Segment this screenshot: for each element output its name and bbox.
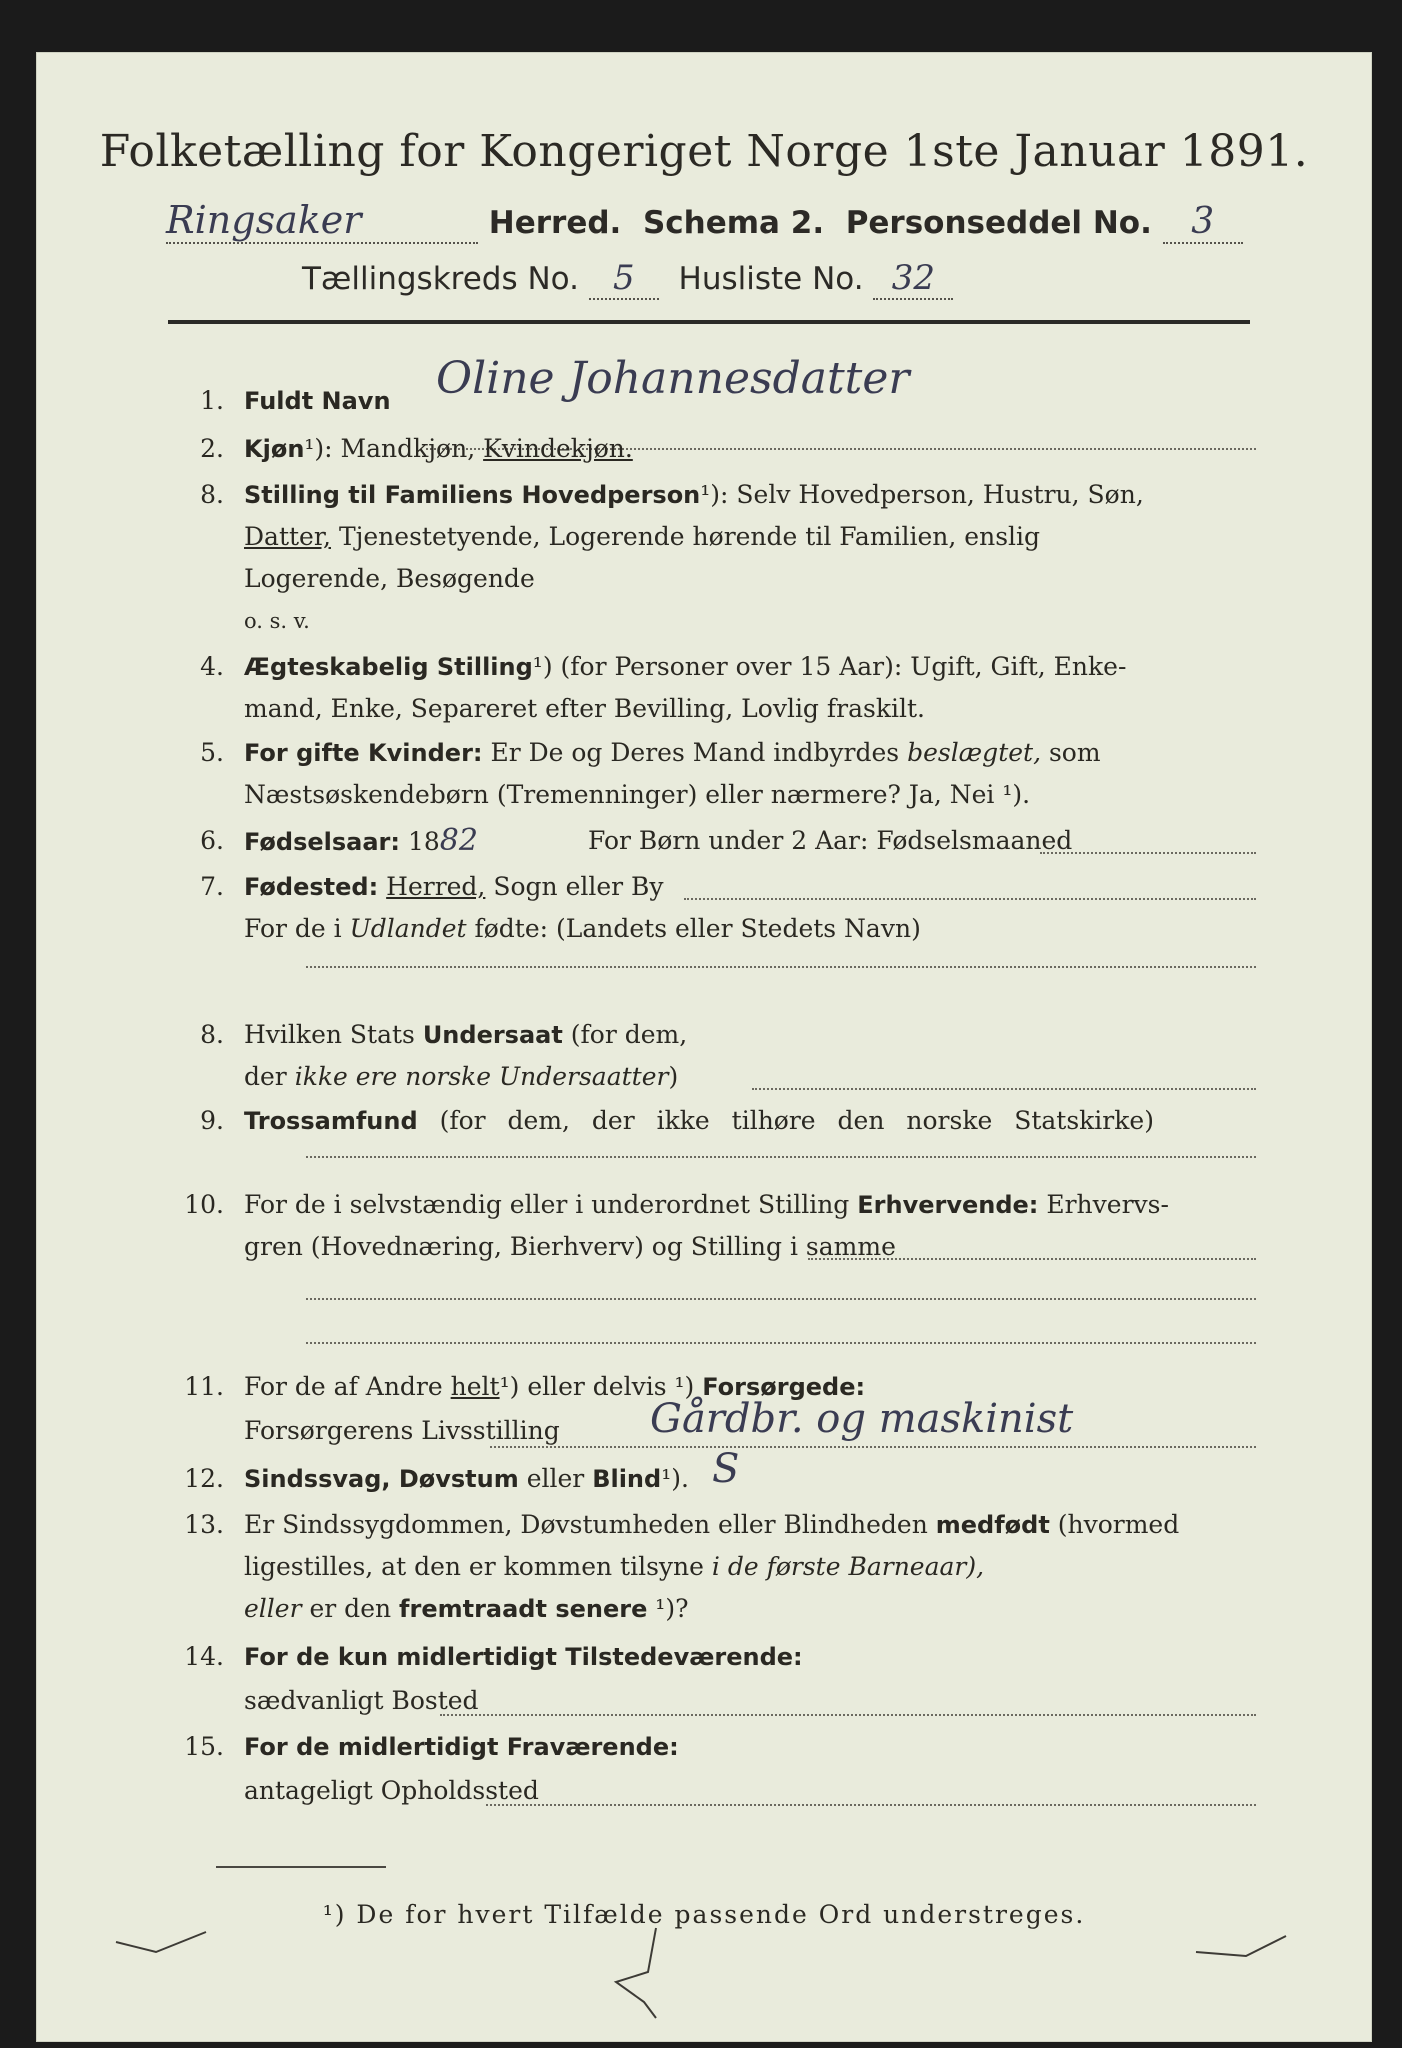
field-label: Ægteskabelig Stilling [244, 653, 533, 681]
field-label: Kjøn [244, 435, 305, 463]
field-label: Sindssvag, Døvstum [244, 1465, 519, 1493]
disability-value: S [712, 1446, 740, 1492]
field-label: Blind [592, 1465, 662, 1493]
field-text: For Børn under 2 Aar: Fødselsmaaned [588, 826, 1073, 855]
field-text: antageligt Opholdssted [244, 1776, 539, 1805]
field-number: 4. [200, 652, 224, 681]
field-text: Forsørgerens Livsstilling [244, 1416, 560, 1445]
field-text: mand, Enke, Separeret efter Bevilling, Lovlig fraskilt. [244, 694, 925, 723]
footnote: ¹) De for hvert Tilfælde passende Ord understreges. [322, 1900, 1086, 1929]
header-rule [168, 320, 1250, 324]
pen-marks [96, 1912, 1316, 2022]
birthplace-fill-line [684, 898, 1256, 900]
form-title: Folketælling for Kongeriget Norge 1ste Januar 1891. [99, 126, 1309, 177]
field-text: eller [518, 1464, 593, 1493]
field-number: 1. [200, 386, 224, 415]
field-text: fødte: (Landets eller Stedets Navn) [466, 914, 921, 943]
occupation-fill-line [808, 1258, 1256, 1260]
year-prefix: 18 [400, 827, 440, 856]
field-number: 13. [184, 1510, 224, 1539]
kreds-line [302, 258, 953, 300]
field-label: Erhvervende: [857, 1191, 1039, 1219]
field-number: 10. [184, 1190, 224, 1219]
field-text: er den [301, 1594, 400, 1623]
field-label: Fødested: [244, 873, 379, 901]
field-text: ¹)? [647, 1594, 689, 1623]
personseddel-label: Personseddel No. [845, 205, 1152, 241]
field-number: 5. [200, 738, 224, 767]
field-text: Logerende, Besøgende [244, 564, 535, 593]
field-label: Trossamfund [244, 1107, 418, 1135]
field-text: der [244, 1062, 295, 1091]
field-text: beslægtet, [907, 738, 1042, 767]
field-number: 6. [200, 826, 224, 855]
field-text: ¹) (for Personer over 15 Aar): Ugift, Gift, Enke- [532, 652, 1127, 681]
stay-fill-line [486, 1804, 1256, 1806]
selected-option: Herred, [386, 872, 486, 901]
field-number: 8. [200, 1020, 224, 1049]
field-text: som [1041, 738, 1101, 767]
field-number: 15. [184, 1732, 224, 1761]
field-number: 12. [184, 1464, 224, 1493]
field-text: o. s. v. [244, 609, 310, 633]
field-text: Udlandet [349, 914, 467, 943]
month-fill-line [1040, 852, 1256, 854]
field-number: 9. [200, 1106, 224, 1135]
selected-option: helt [450, 1372, 500, 1401]
provider-fill-line [490, 1446, 1256, 1448]
birth-year-value: 82 [439, 823, 478, 858]
kreds-label: Tællingskreds No. [302, 261, 579, 297]
field-text: Er Sindssygdommen, Døvstumheden eller Blindheden [244, 1510, 936, 1539]
personseddel-value: 3 [1191, 201, 1215, 242]
field-text: Erhvervs- [1038, 1190, 1169, 1219]
field-number: 2. [200, 434, 224, 463]
husliste-value: 32 [891, 258, 936, 298]
field-text: Næstsøskendebørn (Tremenninger) eller nærmere? Ja, Nei ¹). [244, 780, 1031, 809]
field-text: gren (Hovednæring, Bierhverv) og Stilling i samme [244, 1232, 896, 1261]
provider-occupation-value: Gårdbr. og maskinist [650, 1396, 1074, 1442]
field-text: Er De og Deres Mand indbyrdes [482, 738, 908, 767]
occupation-fill-line-3 [306, 1342, 1256, 1344]
field-text: Hvilken Stats [244, 1020, 423, 1049]
abroad-fill-line [306, 966, 1256, 968]
field-text: For de af Andre [244, 1372, 451, 1401]
field-label: For de midlertidigt Fraværende: [244, 1733, 679, 1761]
field-number: 8. [200, 480, 224, 509]
field-label: Undersaat [422, 1021, 563, 1049]
field-text: (hvormed [1049, 1510, 1180, 1539]
field-text: ¹). [661, 1464, 689, 1493]
field-number: 14. [184, 1642, 224, 1671]
field-text: ¹): Mandkjøn, [304, 434, 484, 463]
field-text: eller [244, 1594, 302, 1623]
herred-line [166, 198, 1243, 244]
field-label: fremtraadt senere [399, 1595, 648, 1623]
field-label: For gifte Kvinder: [244, 739, 483, 767]
field-text: Sogn eller By [485, 872, 664, 901]
field-number: 11. [184, 1372, 224, 1401]
schema-label: Schema 2. [642, 205, 825, 241]
occupation-fill-line-2 [306, 1298, 1256, 1300]
field-label: Stilling til Familiens Hovedperson [244, 481, 701, 509]
field-text: Tjenestetyende, Logerende hørende til Familien, enslig [331, 522, 1041, 551]
field-label: medfødt [935, 1511, 1050, 1539]
field-text: (for dem, [562, 1020, 688, 1049]
field-text: (for dem, der ikke tilhøre den norske Statskirke) [417, 1106, 1154, 1135]
herred-label: Herred. [488, 205, 622, 241]
field-text: ¹) eller delvis ¹) [499, 1372, 703, 1401]
field-text: For de i selvstændig eller i underordnet Stilling [244, 1190, 858, 1219]
field-text: i de første Barneaar), [711, 1552, 985, 1581]
selected-option: Datter, [244, 522, 331, 551]
field-text: ikke ere norske Undersaatter [294, 1062, 669, 1091]
residence-fill-line [440, 1714, 1256, 1716]
field-label: For de kun midlertidigt Tilstedeværende: [244, 1643, 803, 1671]
husliste-label: Husliste No. [678, 261, 864, 297]
herred-value: Ringsaker [166, 198, 362, 242]
selected-option: Kvindekjøn. [483, 434, 633, 463]
field-number: 7. [200, 872, 224, 901]
faith-fill-line [306, 1156, 1256, 1158]
field-text: For de i [244, 914, 350, 943]
footnote-rule [216, 1866, 386, 1868]
field-text: ¹): Selv Hovedperson, Hustru, Søn, [700, 480, 1144, 509]
census-form: Folketælling for Kongeriget Norge 1ste Januar 1891. Ringsaker Herred. Schema 2. Personseddel No. 3 Tællingskreds No. 5 Husliste No. 32 1. Fuldt Navn Oline Johannesdatter 2. Kjøn¹): Mandkjøn, Kvindekjøn. 8. Stilling til Familiens Hovedperson¹): Selv Hovedperson, Hustru, Søn, Datter, Tjenestetyende, Logerende hørende til Familien, enslig Logerende, Besøgende o. s. v. 4. Ægteskabelig Stilling¹) (for Personer over 15 Aar): Ugift, Gift, Enke- mand, Enke, Separeret efter Bevilling, Lovlig fraskilt. 5. For gifte Kvinder: Er De og Deres Mand indbyrdes beslægtet, som Næstsøskendebørn (Tremenninger) eller nærmere? Ja, Nei ¹). 6. Fødselsaar: 1882 For Børn under 2 Aar: Fødselsmaaned 7. Fødested: Herred, Sogn eller By For de i Udlandet fødte: (Landets eller Stedets Navn) 8. Hvilken Stats Undersaat (for dem, der ikke ere norske Undersaatter) 9. Trossamfund (for dem, der ikke tilhøre den norske Statskirke) 10. For de i selvstændig eller i underordnet Stilling Erhvervende: Erhvervs- gren (Hovednæring, Bierhverv) og Stilling i samme 11. For de af Andre helt¹) eller delvis ¹) Forsørgede: Forsørgerens Livsstilling Gårdbr. og maskinist 12. Sindssvag, Døvstum eller Blind¹). S 13. Er Sindssygdommen, Døvstumheden eller Blindheden medfødt (hvormed ligestilles, at den er kommen tilsyne i de første Barneaar), eller er den fremtraadt senere ¹)? 14. For de kun midlertidigt Tilstedeværende: sædvanligt Bosted 15. For de midlertidigt Fraværende: antageligt Opholdssted ¹) De for hvert Tilfælde passende Ord understreges. [36, 52, 1372, 2042]
name-value: Oline Johannesdatter [436, 353, 910, 404]
kreds-value: 5 [612, 258, 635, 298]
field-label: Fuldt Navn [244, 387, 391, 415]
field-label: Forsørgede: [702, 1373, 866, 1401]
field-text: sædvanligt Bosted [244, 1686, 479, 1715]
citizenship-fill-line [752, 1088, 1256, 1090]
field-label: Fødselsaar: [244, 828, 400, 856]
field-text: ligestilles, at den er kommen tilsyne [244, 1552, 712, 1581]
